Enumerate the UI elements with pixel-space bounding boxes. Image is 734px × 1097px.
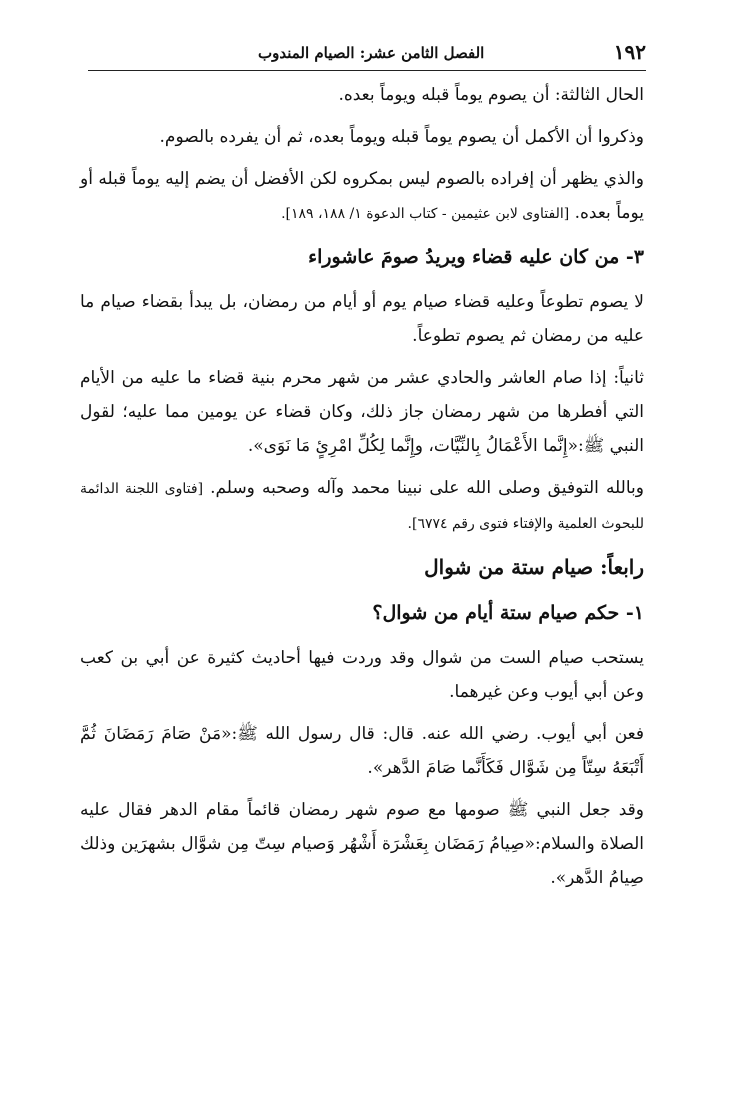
paragraph-single-fast [80, 162, 644, 231]
section-heading-ashura: ٣- من كان عليه قضاء ويريدُ صومَ عاشوراء [308, 246, 644, 268]
page-header [88, 40, 646, 71]
section-heading-shawwal: رابعاً: صيام ستة من شوال [424, 555, 644, 579]
running-title: الفصل الثامن عشر: الصيام المندوب [258, 44, 485, 62]
citation-ibn-uthaymeen: [الفتاوى لابن عثيمين - كتاب الدعوة ١/ ١٨٨، ١٨٩]. [281, 206, 570, 222]
paragraph-single-fast-text: والذي يظهر أن إفراده بالصوم ليس بمكروه لكن الأفضل أن يضم إليه يوماً قبله أو يوماً بعده. [80, 169, 644, 223]
subsection-heading-six-days: ١- حكم صيام ستة أيام من شوال؟ [372, 602, 644, 624]
closing-text: وبالله التوفيق وصلى الله على نبينا محمد وآله وصحبه وسلم. [210, 478, 644, 498]
paragraph-whole-year: وقد جعل النبي ﷺ صومها مع صوم شهر رمضان قائماً مقام الدهر فقال عليه الصلاة والسلام:«صِيامُ رَمَضَان بِعَشْرَة أَشْهُر وَصيام سِتّ مِن شوَّال بشهرَين وذلك صِيامُ الدَّهر». [80, 800, 644, 888]
paragraph-secondly: ثانياً: إذا صام العاشر والحادي عشر من شهر محرم بنية قضاء ما عليه من الأيام التي أفطرها من شهر رمضان جاز ذلك، وكان قضاء عن يومين مما عليه؛ لقول النبي ﷺ:«إِنَّما الأَعْمَالُ بِالنِّيَّات، وإِنَّما لِكُلِّ امْرِئٍ مَا نَوَى». [80, 368, 644, 456]
paragraph-closing [80, 471, 644, 541]
paragraph-third-case: الحال الثالثة: أن يصوم يوماً قبله ويوماً بعده. [338, 85, 644, 105]
paragraph-qada-first: لا يصوم تطوعاً وعليه قضاء صيام يوم أو أيام من رمضان، بل يبدأ بقضاء صيام ما عليه من رمضان ثم يصوم تطوعاً. [80, 292, 644, 346]
citation-permanent-committee: [فتاوى اللجنة الدائمة للبحوث العلمية والإفتاء فتوى رقم ٦٧٧٤]. [80, 481, 644, 532]
paragraph-most-complete: وذكروا أن الأكمل أن يصوم يوماً قبله ويوماً بعده، ثم أن يفرده بالصوم. [159, 127, 644, 147]
page-number: ١٩٢ [613, 40, 646, 64]
paragraph-hadith-abu-ayyub: فعن أبي أيوب. رضي الله عنه. قال: قال رسول الله ﷺ:«مَنْ صَامَ رَمَضَانَ ثُمَّ أَتْبَعَهُ سِتّاً مِن شَوَّال فَكَأَنَّما صَامَ الدَّهر». [80, 724, 644, 778]
paragraph-recommended: يستحب صيام الست من شوال وقد وردت فيها أحاديث كثيرة عن أبي بن كعب وعن أبي أيوب وعن غيرهما. [80, 648, 644, 702]
page-body [80, 78, 644, 903]
